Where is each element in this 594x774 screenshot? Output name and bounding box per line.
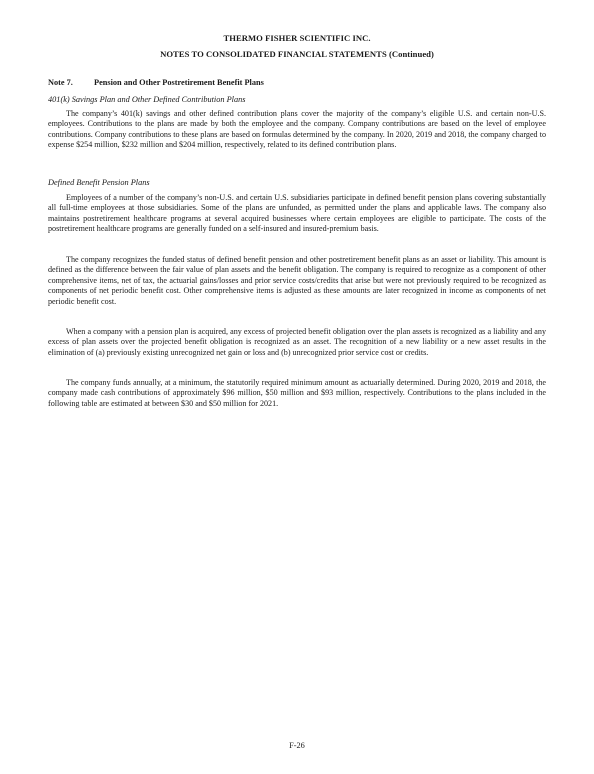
page-title: NOTES TO CONSOLIDATED FINANCIAL STATEMENTS (Continued) (160, 49, 434, 59)
paragraph-defined-benefit-4: The company funds annually, at a minimum, the statutorily required minimum amount as actuarially determined. During 2020, 2019 and 2018, the company made cash contributions of approximately $96 million, $50 million and $93 million, respectively. Contributions to the plans included in the following table are estimated at between $30 and $50 million for 2021. (48, 378, 546, 408)
note-heading (48, 78, 264, 87)
note-title: Pension and Other Postretirement Benefit Plans (94, 78, 264, 87)
note-number: Note 7. (48, 78, 73, 87)
page-number: F-26 (289, 741, 305, 750)
paragraph-defined-benefit-3: When a company with a pension plan is acquired, any excess of projected benefit obligation over the plan assets is recognized as a liability and any excess of plan assets over the projected benefit obligation is recognized as an asset. The recognition of a new liability or a new asset results in the elimination of (a) previously existing unrecognized net gain or loss and (b) unrecognized prior service cost or credits. (48, 327, 546, 357)
paragraph-401k: The company’s 401(k) savings and other defined contribution plans cover the majority of the company’s eligible U.S. and certain non-U.S. employees. Contributions to the plans are made by both the employee and the company. Company contributions are based on the level of employee contributions. Company contributions to these plans are based on formulas determined by the company. In 2020, 2019 and 2018, the company charged to expense $254 million, $232 million and $204 million, respectively, related to its defined contribution plans. (48, 109, 546, 150)
section-heading-401k: 401(k) Savings Plan and Other Defined Contribution Plans (48, 95, 246, 104)
section-heading-defined-benefit: Defined Benefit Pension Plans (48, 178, 150, 187)
company-name: THERMO FISHER SCIENTIFIC INC. (223, 33, 371, 43)
paragraph-defined-benefit-2: The company recognizes the funded status of defined benefit pension and other postretirement benefit plans as an asset or liability. This amount is defined as the difference between the fair value of plan assets and the benefit obligation. The company is required to recognize as a component of other comprehensive items, net of tax, the actuarial gains/losses and prior service costs/credits that arise but were not previously required to be recognized as components of net periodic benefit cost. Other comprehensive items is adjusted as these amounts are later recognized in income as components of net periodic benefit cost. (48, 255, 546, 306)
paragraph-defined-benefit-1: Employees of a number of the company’s non-U.S. and certain U.S. subsidiaries participate in defined benefit pension plans covering substantially all full-time employees at those subsidiaries. Some of the plans are unfunded, as permitted under the plans and applicable laws. The company also maintains postretirement healthcare programs at several acquired businesses where certain employees are eligible to participate. The costs of the postretirement healthcare programs are generally funded on a self-insured and insured-premium basis. (48, 193, 546, 234)
